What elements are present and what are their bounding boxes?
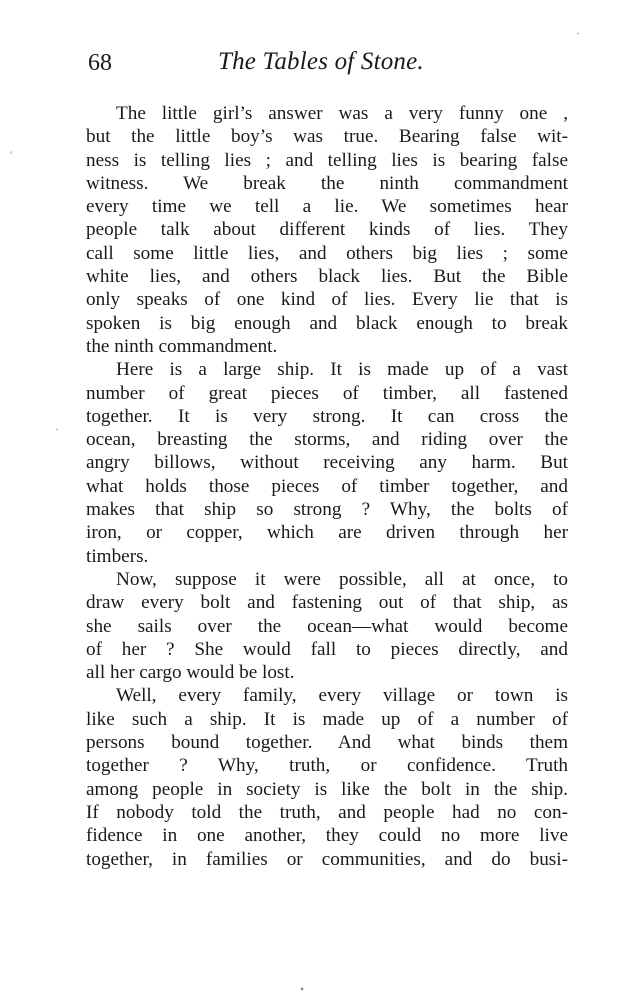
text-line: Now, suppose it were possible, all at once, to — [116, 568, 568, 590]
page-header — [0, 46, 627, 82]
text-line: together ? Why, truth, or confidence. Truth — [86, 755, 568, 777]
scan-speck: ' — [10, 148, 13, 162]
text-line: all her cargo would be lost. — [86, 662, 295, 684]
scan-speck: ` — [576, 30, 580, 44]
text-line: ocean, breasting the storms, and riding over the — [86, 429, 568, 451]
running-title: The Tables of Stone. — [218, 48, 424, 75]
text-line: angry billows, without receiving any harm. But — [86, 452, 568, 474]
text-line: together. It is very strong. It can cross the — [86, 405, 568, 427]
page-number: 68 — [88, 50, 112, 76]
text-line: Well, every family, every village or town is — [116, 685, 568, 707]
text-line: If nobody told the truth, and people had no con- — [86, 801, 568, 823]
text-line: number of great pieces of timber, all fastened — [86, 382, 568, 404]
paragraph-2 — [86, 358, 568, 568]
text-line: Here is a large ship. It is made up of a vast — [116, 359, 568, 381]
text-line: but the little boy’s was true. Bearing false wit- — [86, 126, 568, 148]
text-line: draw every bolt and fastening out of that ship, as — [86, 592, 568, 614]
text-line: call some little lies, and others big lies ; some — [86, 242, 568, 264]
scan-speck: • — [300, 982, 305, 996]
text-line: among people in society is like the bolt in the ship. — [86, 778, 568, 800]
text-line: persons bound together. And what binds them — [86, 732, 568, 754]
text-line: makes that ship so strong ? Why, the bolts of — [86, 499, 568, 521]
text-line: what holds those pieces of timber together, and — [86, 475, 568, 497]
text-line: of her ? She would fall to pieces directly, and — [86, 638, 568, 660]
text-line: witness. We break the ninth commandment — [86, 172, 568, 194]
text-line: like such a ship. It is made up of a number of — [86, 708, 568, 730]
text-line: people talk about different kinds of lies. They — [86, 219, 568, 241]
text-line: every time we tell a lie. We sometimes hear — [86, 196, 568, 218]
text-line: white lies, and others black lies. But the Bible — [86, 266, 568, 288]
text-line: together, in families or communities, and do busi- — [86, 848, 568, 870]
scan-speck: · — [55, 422, 59, 436]
text-line: she sails over the ocean—what would become — [86, 615, 568, 637]
text-line: timbers. — [86, 545, 149, 567]
paragraph-3 — [86, 568, 568, 684]
text-line: spoken is big enough and black enough to break — [86, 312, 568, 334]
text-line: the ninth commandment. — [86, 335, 278, 357]
paragraph-4 — [86, 684, 568, 870]
paragraph-1 — [86, 102, 568, 358]
body-text — [86, 102, 568, 871]
text-line: ness is telling lies ; and telling lies is bearing false — [86, 149, 568, 171]
text-line: only speaks of one kind of lies. Every lie that is — [86, 289, 568, 311]
text-line: iron, or copper, which are driven through her — [86, 522, 568, 544]
text-line: fidence in one another, they could no more live — [86, 825, 568, 847]
text-line: The little girl’s answer was a very funny one , — [116, 103, 568, 124]
